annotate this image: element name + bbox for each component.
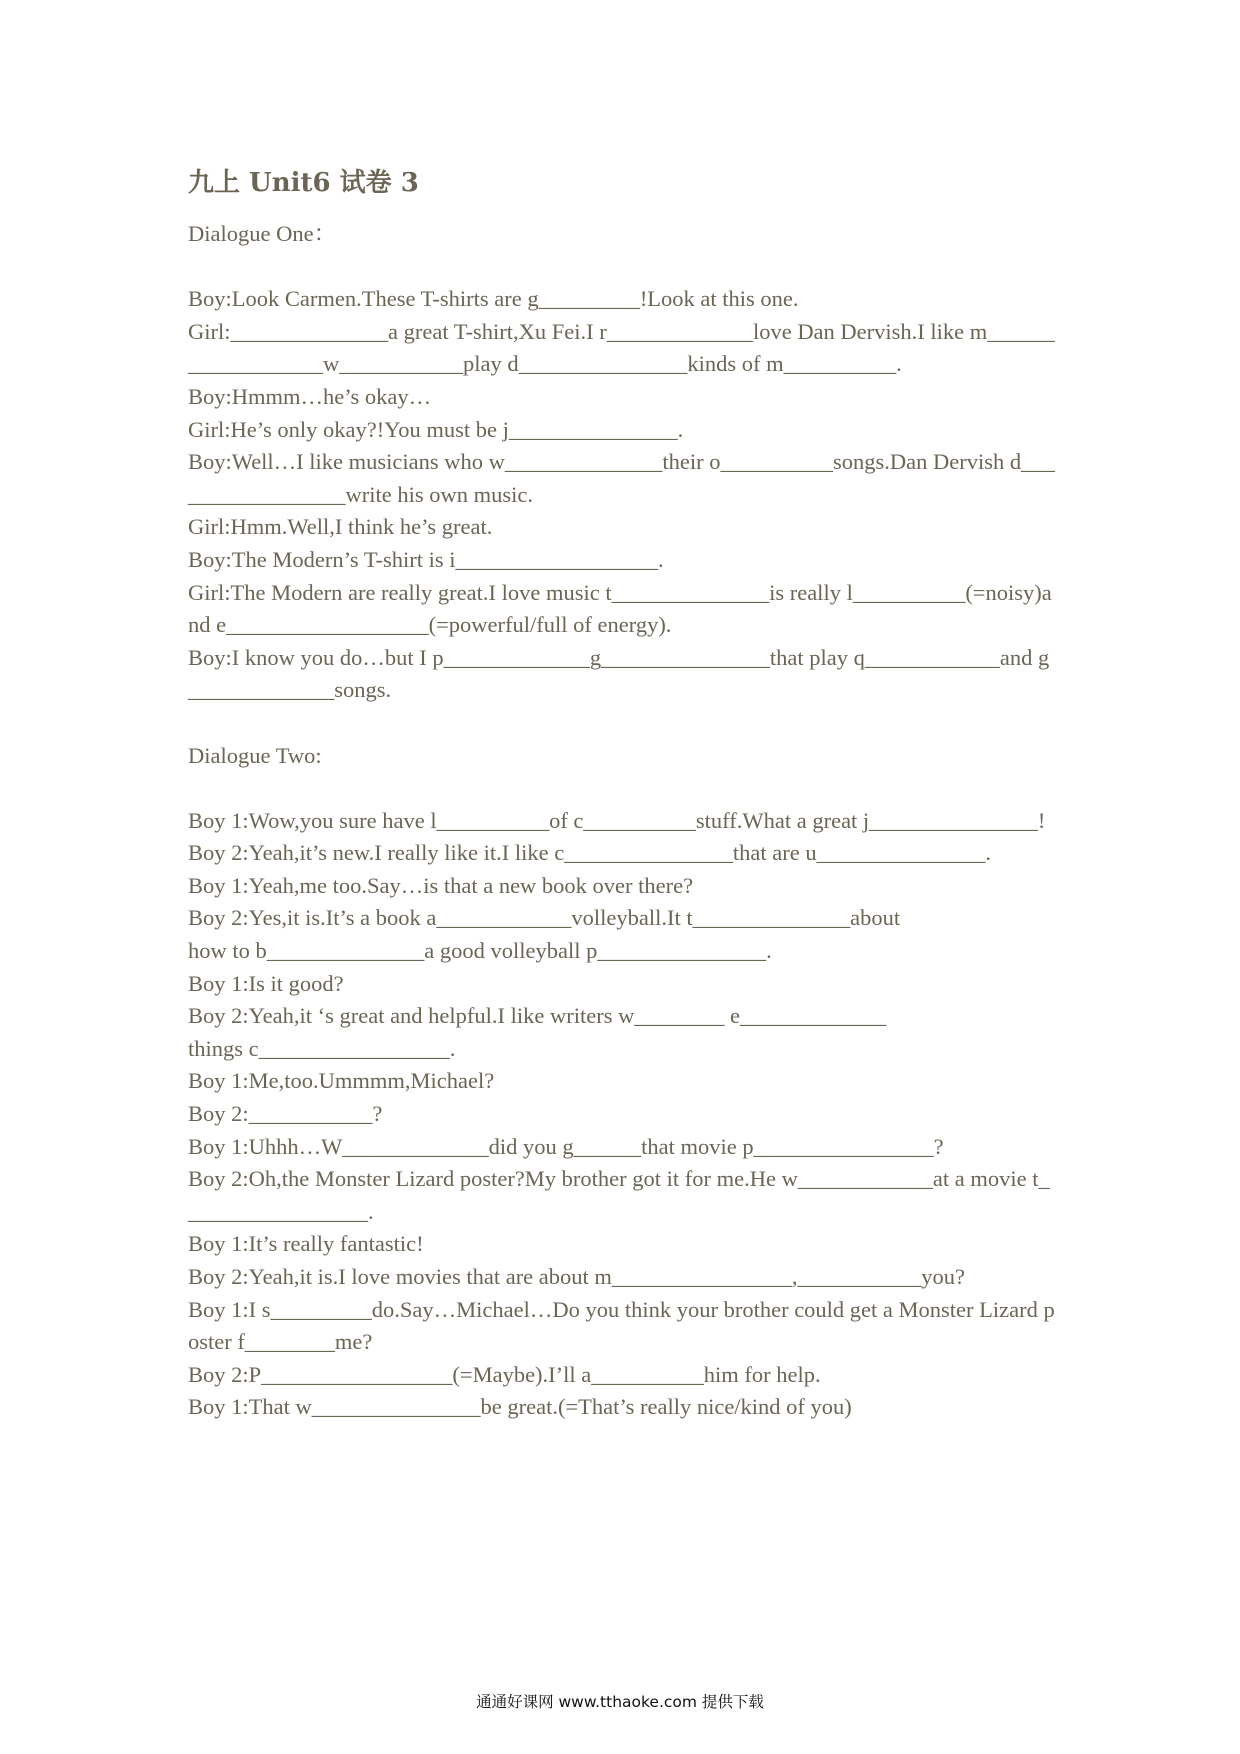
document-body	[188, 218, 1058, 1424]
dialogue-heading: Dialogue Two:	[188, 742, 322, 768]
dialogue-line: Girl:______________a great T-shirt,Xu Fei.I r_____________love Dan Dervish.I like m__________________w___________play d_______________kinds of m__________.	[188, 318, 1055, 377]
dialogue-line: Boy:I know you do…but I p_____________g_______________that play q____________and g_____________songs.	[188, 644, 1050, 703]
spacer	[188, 707, 1058, 740]
dialogue-line: Boy:Hmmm…he’s okay…	[188, 383, 432, 409]
dialogue-line: Boy 1:It’s really fantastic!	[188, 1231, 424, 1257]
dialogue-line: Girl:He’s only okay?!You must be j_______________.	[188, 416, 684, 442]
spacer	[188, 772, 1058, 805]
dialogue-heading: Dialogue One：	[188, 221, 337, 246]
dialogue-line: Boy 2:Yeah,it is.I love movies that are about m________________,___________you?	[188, 1264, 966, 1289]
dialogue-line: Boy 1:I s_________do.Say…Michael…Do you think your brother could get a Monster Lizard poster f________me?	[188, 1296, 1055, 1355]
dialogue-line: Boy 2:P_________________(=Maybe).I’ll a__________him for help.	[188, 1361, 821, 1387]
dialogue-line: Boy 1:Uhhh…W_____________did you g______that movie p________________?	[188, 1133, 944, 1159]
dialogue-line: Boy 2:Yeah,it ‘s great and helpful.I like writers w________ e_____________ things c_________________.	[188, 1003, 887, 1061]
dialogue-line: Boy 1:Wow,you sure have l__________of c__________stuff.What a great j_______________!	[188, 807, 1046, 833]
dialogue-line: Boy 2:Yeah,it’s new.I really like it.I like c_______________that are u_______________.	[188, 840, 992, 866]
dialogue-line: Boy 1:Me,too.Ummmm,Michael?	[188, 1068, 495, 1094]
dialogue-line: Boy 2:Yes,it is.It’s a book a____________volleyball.It t______________about how to b______________a good volleyball p_______________.	[188, 905, 901, 964]
document-title: 九上 Unit6 试卷 3	[188, 168, 419, 198]
dialogue-line: Girl:The Modern are really great.I love music t______________is really l__________(=noisy)and e__________________(=powerful/full of energy).	[188, 579, 1052, 638]
spacer	[188, 251, 1058, 284]
dialogue-line: Girl:Hmm.Well,I think he’s great.	[188, 514, 493, 540]
dialogue-line: Boy 1:Yeah,me too.Say…is that a new book over there?	[188, 872, 694, 898]
dialogue-two	[188, 740, 1058, 1424]
dialogue-line: Boy 1:That w_______________be great.(=That’s really nice/kind of you)	[188, 1394, 852, 1420]
dialogue-line: Boy 1:Is it good?	[188, 970, 344, 996]
dialogue-line: Boy:Look Carmen.These T-shirts are g_________!Look at this one.	[188, 286, 799, 312]
page-footer: 通通好课网 www.tthaoke.com 提供下载	[476, 1693, 764, 1711]
dialogue-line: Boy 2:Oh,the Monster Lizard poster?My brother got it for me.He w____________at a movie t_________________.	[188, 1166, 1050, 1224]
dialogue-line: Boy:The Modern’s T-shirt is i__________________.	[188, 546, 664, 572]
dialogue-one	[188, 218, 1058, 707]
dialogue-line: Boy:Well…I like musicians who w______________their o__________songs.Dan Dervish d_________________write his own music.	[188, 449, 1055, 507]
dialogue-line: Boy 2:___________?	[188, 1101, 383, 1127]
